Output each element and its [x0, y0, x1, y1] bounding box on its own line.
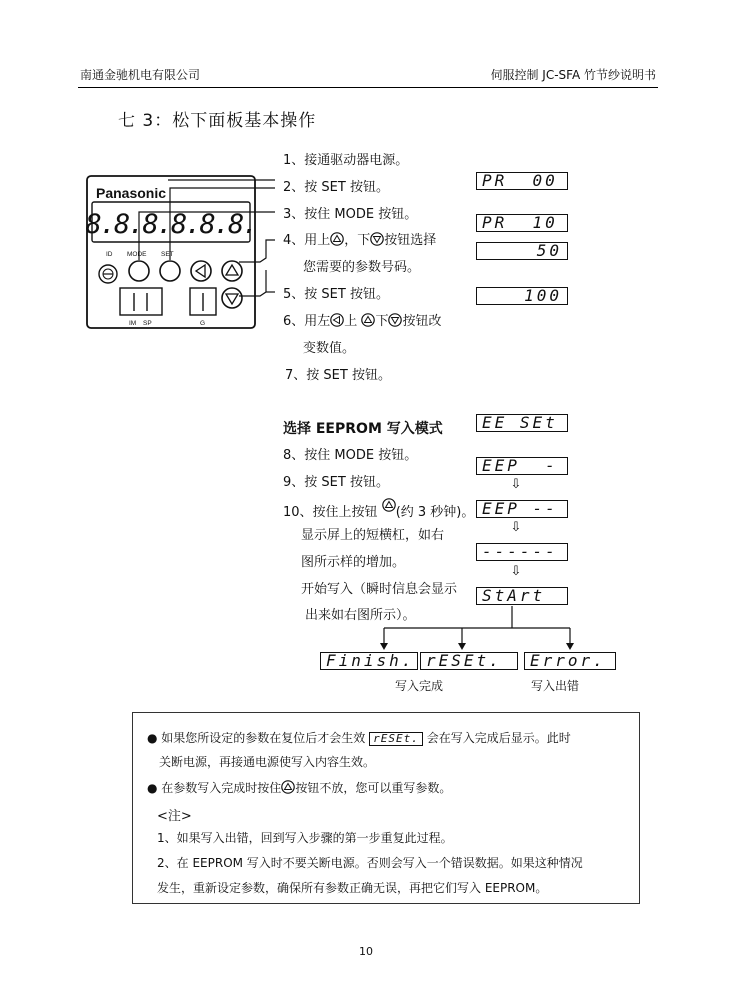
note-item-2-continued: 发生，重新设定参数，确保所有参数正确无误，再把它们写入 EEPROM。 [157, 881, 548, 895]
note-2-text-a: 在参数写入完成时按住 [161, 781, 282, 795]
up-button-icon [330, 232, 344, 246]
panel-brand-text: Panasonic [96, 185, 167, 201]
note-item-2: 2、在 EEPROM 写入时不要关断电源。否则会写入一个错误数据。如果这种情况 [157, 856, 583, 870]
note-1-text-b: 会在写入完成后显示。此时 [426, 731, 571, 745]
display-ee-set: EE_SEt [476, 414, 568, 432]
step-4-text-c: 按钮选择 [384, 233, 437, 248]
note-2-text-b: 按钮不放，您可以重写参数。 [295, 781, 452, 795]
step-10-text-a: 10、按住上按钮 [283, 505, 378, 520]
step-10-line-2: 显示屏上的短横杠，如右 [301, 528, 445, 543]
left-button-icon [330, 313, 344, 327]
step-4-text-a: 4、用上 [283, 233, 331, 248]
display-pr10: PR_ 10 [476, 214, 568, 232]
step-8: 8、按住 MODE 按钮。 [283, 448, 418, 463]
step-10 [283, 498, 474, 520]
header-manual-title: 伺服控制 JC-SFA 竹节纱说明书 [490, 68, 656, 82]
note-heading: <注> [157, 809, 192, 824]
up-button-icon [382, 498, 396, 512]
display-value-100: 100 [476, 287, 568, 305]
display-error: Error. [524, 652, 616, 670]
display-reset: rESEt. [420, 652, 518, 670]
step-6 [283, 310, 441, 329]
step-10-line-3: 图所示样的增加。 [301, 555, 406, 570]
display-start: StArt [476, 587, 568, 605]
up-button-icon [361, 313, 375, 327]
flow-arrow-down-icon: ⇩ [510, 564, 522, 579]
display-dashes: ------ [476, 543, 568, 561]
panel-label-id: ID [106, 251, 113, 258]
panel-label-im: IM [129, 320, 137, 327]
step-4-text-b: ，下 [344, 233, 371, 248]
flow-arrow-down-icon: ⇩ [510, 520, 522, 535]
leader-lines [0, 0, 730, 400]
panel-label-mode: MODE [127, 251, 147, 258]
step-10-line-5: 出来如右图所示）。 [305, 608, 416, 623]
note-bullet-2 [147, 779, 451, 796]
panel-label-sp: SP [143, 320, 152, 327]
step-10-line-4: 开始写入（瞬时信息会显示 [301, 582, 458, 597]
eeprom-title: 选择 EEPROM 写入模式 [283, 421, 443, 437]
panel-label-g: G [200, 320, 206, 327]
note-bullet-1 [147, 729, 571, 746]
display-pr00: PR_ 00 [476, 172, 568, 190]
step-9: 9、按 SET 按钮。 [283, 475, 389, 490]
down-button-icon [388, 313, 402, 327]
caption-write-error: 写入出错 [531, 679, 580, 693]
step-6-text-a: 6、用左 [283, 314, 331, 329]
step-6-text-d: 按钮改 [402, 314, 442, 329]
bullet-dot-icon: ● [147, 781, 162, 795]
step-6-text-b: 上 [344, 314, 358, 329]
note-1-continued: 关断电源，再接通电源使写入内容生效。 [159, 755, 376, 769]
step-4-continued: 您需要的参数号码。 [303, 260, 421, 275]
step-4 [283, 229, 436, 248]
note-item-1: 1、如果写入出错，回到写入步骤的第一步重复此过程。 [157, 831, 453, 845]
step-1: 1、接通驱动器电源。 [283, 153, 409, 168]
display-eep-1: EEP - [476, 457, 568, 475]
step-3: 3、按住 MODE 按钮。 [283, 207, 418, 222]
display-eep-2: EEP -- [476, 500, 568, 518]
display-value-50: 50 [476, 242, 568, 260]
notes-box [132, 712, 640, 904]
section-title: 七 3：松下面板基本操作 [118, 111, 317, 131]
flow-arrow-down-icon: ⇩ [510, 477, 522, 492]
step-7: 7、按 SET 按钮。 [285, 368, 391, 383]
panel-digits: 8.8.8.8.8.8. [85, 209, 257, 240]
page-number: 10 [359, 945, 373, 958]
caption-write-complete: 写入完成 [395, 679, 444, 693]
step-6-continued: 变数值。 [303, 341, 356, 356]
panel-label-set: SET [161, 251, 174, 258]
step-2: 2、按 SET 按钮。 [283, 180, 389, 195]
step-10-text-b: (约 3 秒钟)。 [395, 505, 475, 520]
inline-reset-display: rESEt. [369, 732, 423, 746]
up-button-icon [281, 780, 295, 794]
header-company: 南通金驰机电有限公司 [80, 68, 201, 82]
bullet-dot-icon: ● [147, 731, 162, 745]
down-button-icon [370, 232, 384, 246]
display-finish: Finish. [320, 652, 418, 670]
branch-arrows [0, 600, 730, 660]
note-1-text-a: 如果您所设定的参数在复位后才会生效 [161, 731, 366, 745]
step-5: 5、按 SET 按钮。 [283, 287, 389, 302]
step-6-text-c: 下 [375, 314, 389, 329]
